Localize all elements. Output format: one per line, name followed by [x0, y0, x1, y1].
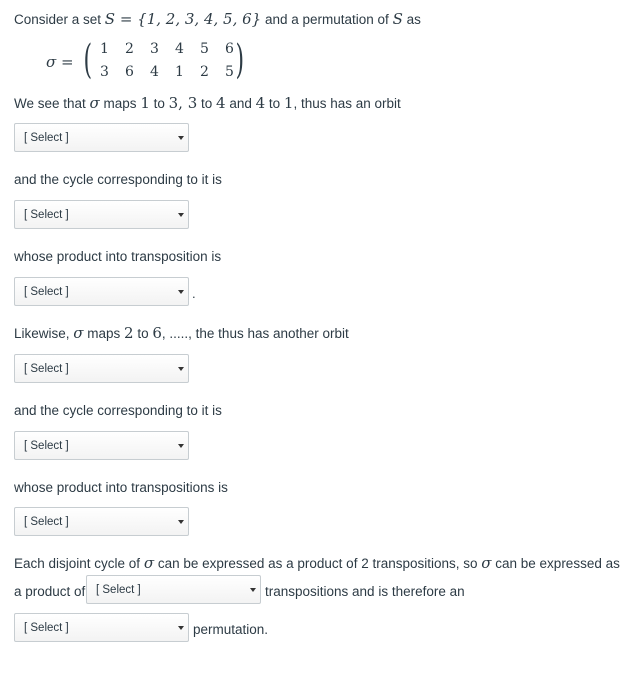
matrix-top-row — [92, 41, 242, 57]
dropdown-arrow-icon — [178, 213, 184, 217]
select-placeholder: [ Select ] — [24, 132, 69, 144]
select-placeholder: [ Select ] — [96, 584, 141, 596]
dropdown-arrow-icon — [178, 626, 184, 630]
select-placeholder: [ Select ] — [24, 286, 69, 298]
orbit2-line — [14, 323, 349, 344]
math-number: 2 — [124, 324, 134, 342]
intro-line — [14, 9, 421, 30]
select-placeholder: [ Select ] — [24, 622, 69, 634]
orbit1-line — [14, 93, 401, 114]
text: , thus has an orbit — [293, 96, 401, 111]
transp2-select[interactable] — [14, 507, 189, 536]
math-number: 4 — [255, 94, 266, 112]
right-paren: ) — [235, 37, 245, 83]
math-number: 6 — [152, 324, 162, 342]
text: Each disjoint cycle of — [14, 556, 144, 571]
text: to — [265, 96, 284, 111]
sigma-symbol: σ — [481, 554, 492, 572]
period: . — [192, 286, 196, 301]
math-sep: , — [178, 94, 188, 112]
matrix-cell: 1 — [175, 64, 184, 80]
text: to — [197, 96, 217, 111]
matrix-cell: 3 — [100, 64, 109, 80]
cycle1-select[interactable] — [14, 200, 189, 229]
math-number: 3 — [168, 94, 179, 112]
math-number: 3 — [187, 94, 198, 112]
permutation-matrix — [46, 37, 246, 84]
dropdown-arrow-icon — [178, 520, 184, 524]
intro-text: Consider a set — [14, 12, 105, 27]
parity-select[interactable] — [14, 613, 189, 642]
dropdown-arrow-icon — [178, 136, 184, 140]
matrix-cell: 3 — [150, 41, 159, 57]
dropdown-arrow-icon — [178, 367, 184, 371]
product-of-label: a product of — [14, 584, 86, 599]
intro-text-mid: and a permutation of — [261, 12, 393, 27]
math-number: 1 — [283, 94, 294, 112]
matrix-cell: 4 — [175, 41, 184, 57]
cycle1-label: and the cycle corresponding to it is — [14, 172, 222, 187]
disjoint-line — [14, 553, 620, 574]
matrix-cell: 6 — [225, 41, 234, 57]
matrix-cell: 1 — [100, 41, 109, 57]
intro-text-after: as — [402, 12, 421, 27]
math-number: 1 — [140, 94, 150, 112]
matrix-cell: 2 — [125, 41, 134, 57]
set-symbol: S — [392, 10, 403, 28]
matrix-cell: 4 — [150, 64, 159, 80]
sigma-symbol: σ — [143, 554, 155, 572]
text: can be expressed as a product of 2 transpositions, so — [154, 556, 482, 571]
text: maps — [99, 96, 141, 111]
matrix-cell: 6 — [125, 64, 134, 80]
dropdown-arrow-icon — [250, 588, 256, 592]
transp1-label: whose product into transposition is — [14, 249, 222, 264]
math-number: 4 — [216, 94, 226, 112]
sigma-symbol: σ — [89, 94, 100, 112]
select-placeholder: [ Select ] — [24, 440, 69, 452]
select-placeholder: [ Select ] — [24, 363, 69, 375]
dropdown-arrow-icon — [178, 290, 184, 294]
sigma-equals: σ = — [46, 53, 74, 71]
transp2-label: whose product into transpositions is — [14, 480, 228, 495]
cycle2-select[interactable] — [14, 431, 189, 460]
text: to — [133, 326, 153, 341]
select-placeholder: [ Select ] — [24, 516, 69, 528]
text: and — [225, 96, 256, 111]
text: maps — [83, 326, 125, 341]
orbit1-select[interactable] — [14, 123, 189, 152]
cycle2-label: and the cycle corresponding to it is — [14, 403, 222, 418]
text: to — [149, 96, 169, 111]
matrix-cell: 5 — [200, 41, 209, 57]
transp1-select[interactable] — [14, 277, 189, 306]
set-expression: S = {1, 2, 3, 4, 5, 6} — [104, 10, 262, 28]
left-paren: ( — [83, 37, 93, 83]
select-placeholder: [ Select ] — [24, 209, 69, 221]
count-select[interactable] — [86, 575, 261, 604]
matrix-bottom-row — [92, 64, 242, 80]
dropdown-arrow-icon — [178, 444, 184, 448]
permutation-label: permutation. — [193, 622, 269, 637]
sigma-symbol: σ — [73, 324, 84, 342]
orbit2-select[interactable] — [14, 354, 189, 383]
text: , ....., the thus has another orbit — [161, 326, 349, 341]
matrix-cell: 2 — [200, 64, 209, 80]
matrix-cell: 5 — [225, 64, 234, 80]
text: We see that — [14, 96, 90, 111]
text: can be expressed as — [491, 556, 620, 571]
text: Likewise, — [14, 326, 74, 341]
transpositions-label: transpositions and is therefore an — [265, 584, 465, 599]
